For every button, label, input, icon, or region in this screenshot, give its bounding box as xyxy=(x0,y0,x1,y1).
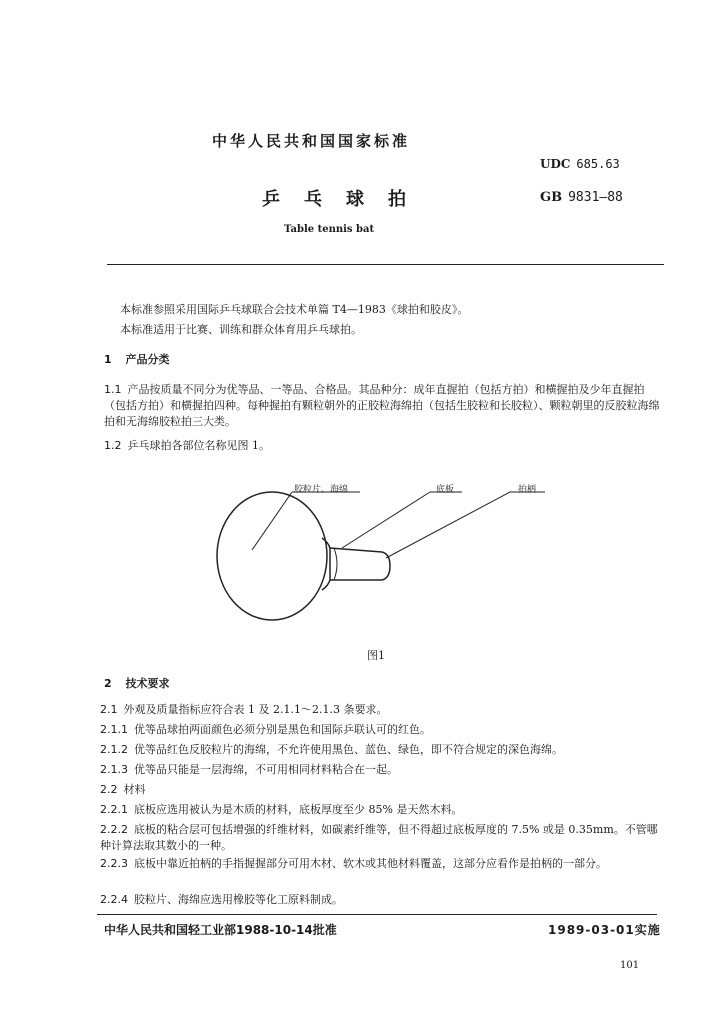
header-divider xyxy=(107,264,664,265)
clause-2-2-2: 2.2.2 底板的粘合层可包括增强的纤维材料，如碳素纤维等，但不得超过底板厚度的 7.5% 或是 0.35mm。不管哪种计算法取其数小的一种。 xyxy=(100,823,658,852)
clause-2-2: 2.2 材料 xyxy=(100,783,146,796)
bat-handle-shape xyxy=(330,548,390,580)
approval-line: 中华人民共和国轻工业部1988-10-14批准 xyxy=(104,923,337,937)
leader-line-rubber xyxy=(252,492,292,550)
figure-label-blade: 底板 xyxy=(436,485,455,495)
clause-1-2-number: 1.2 xyxy=(104,439,122,452)
section-2-heading xyxy=(104,675,170,691)
gb-value: 9831—88 xyxy=(568,190,623,205)
national-standard-heading: 中华人民共和国国家标准 xyxy=(212,132,411,150)
clause-2-1-3: 2.1.3 优等品只能是一层海绵，不可用相同材料粘合在一起。 xyxy=(100,763,398,776)
gb-label: GB xyxy=(540,190,563,205)
figure-label-handle: 拍柄 xyxy=(518,485,537,495)
bat-diagram xyxy=(200,478,580,628)
page-number: 101 xyxy=(620,960,640,971)
clause-1-2-text: 乒乓球拍各部位名称见图 1。 xyxy=(127,439,270,452)
figure-label-rubber: 胶粒片、海绵 xyxy=(294,485,349,495)
clause-2-1-1: 2.1.1 优等品球拍两面颜色必须分别是黑色和国际乒联认可的红色。 xyxy=(100,723,431,736)
clause-2-1-2: 2.1.2 优等品红色反胶粒片的海绵，不允许使用黑色、蓝色、绿色，即不符合规定的深色海绵。 xyxy=(100,743,563,756)
clause-2-2-1: 2.2.1 底板应选用被认为是木质的材料，底板厚度至少 85% 是天然木料。 xyxy=(100,803,463,816)
implementation-line: 1989-03-01实施 xyxy=(548,923,661,937)
clause-2-1: 2.1 外观及质量指标应符合表 1 及 2.1.1～2.1.3 条要求。 xyxy=(100,703,388,716)
bat-blade-shape xyxy=(217,492,327,620)
clause-1-1-number: 1.1 xyxy=(104,383,122,396)
section-1-number: 1 xyxy=(104,353,112,366)
leader-line-blade xyxy=(342,492,430,548)
gb-code xyxy=(540,190,623,205)
intro-line-1: 本标准参照采用国际乒乓球联合会技术单篇 T4—1983《球拍和胶皮》。 xyxy=(120,303,469,316)
intro-line-2: 本标准适用于比赛、训练和群众体育用乒乓球拍。 xyxy=(120,323,362,336)
udc-label: UDC xyxy=(540,157,571,171)
clause-2-2-4: 2.2.4 胶粒片、海绵应选用橡胶等化工原料制成。 xyxy=(100,893,343,906)
leader-line-handle xyxy=(386,492,510,558)
clause-1-1 xyxy=(104,382,662,430)
document-title: 乒乓球拍 xyxy=(262,189,430,210)
clause-1-1-text: 产品按质量不同分为优等品、一等品、合格品。其品种分：成年直握拍（包括方拍）和横握拍及少年直握拍（包括方拍）和横握拍四种。每种握拍有颗粒朝外的正胶粒海绵拍（包括生胶粒和长胶粒）、颗粒朝里的反胶粒海绵拍和无海绵胶粒拍三大类。 xyxy=(104,383,660,428)
section-1-title: 产品分类 xyxy=(125,353,170,366)
udc-value: 685.63 xyxy=(576,157,620,171)
figure-caption: 图1 xyxy=(367,649,385,662)
bat-handle-collar xyxy=(334,548,337,580)
section-2-title: 技术要求 xyxy=(125,677,170,690)
section-1-heading xyxy=(104,351,170,367)
section-2-number: 2 xyxy=(104,677,112,690)
footer-divider xyxy=(97,914,657,915)
clause-2-2-3: 2.2.3 底板中靠近拍柄的手指握握部分可用木材、软木或其他材料覆盖，这部分应看作是拍柄的一部分。 xyxy=(100,857,607,870)
udc-code xyxy=(540,157,620,171)
clause-1-2 xyxy=(104,438,270,454)
document-title-english: Table tennis bat xyxy=(284,224,375,235)
